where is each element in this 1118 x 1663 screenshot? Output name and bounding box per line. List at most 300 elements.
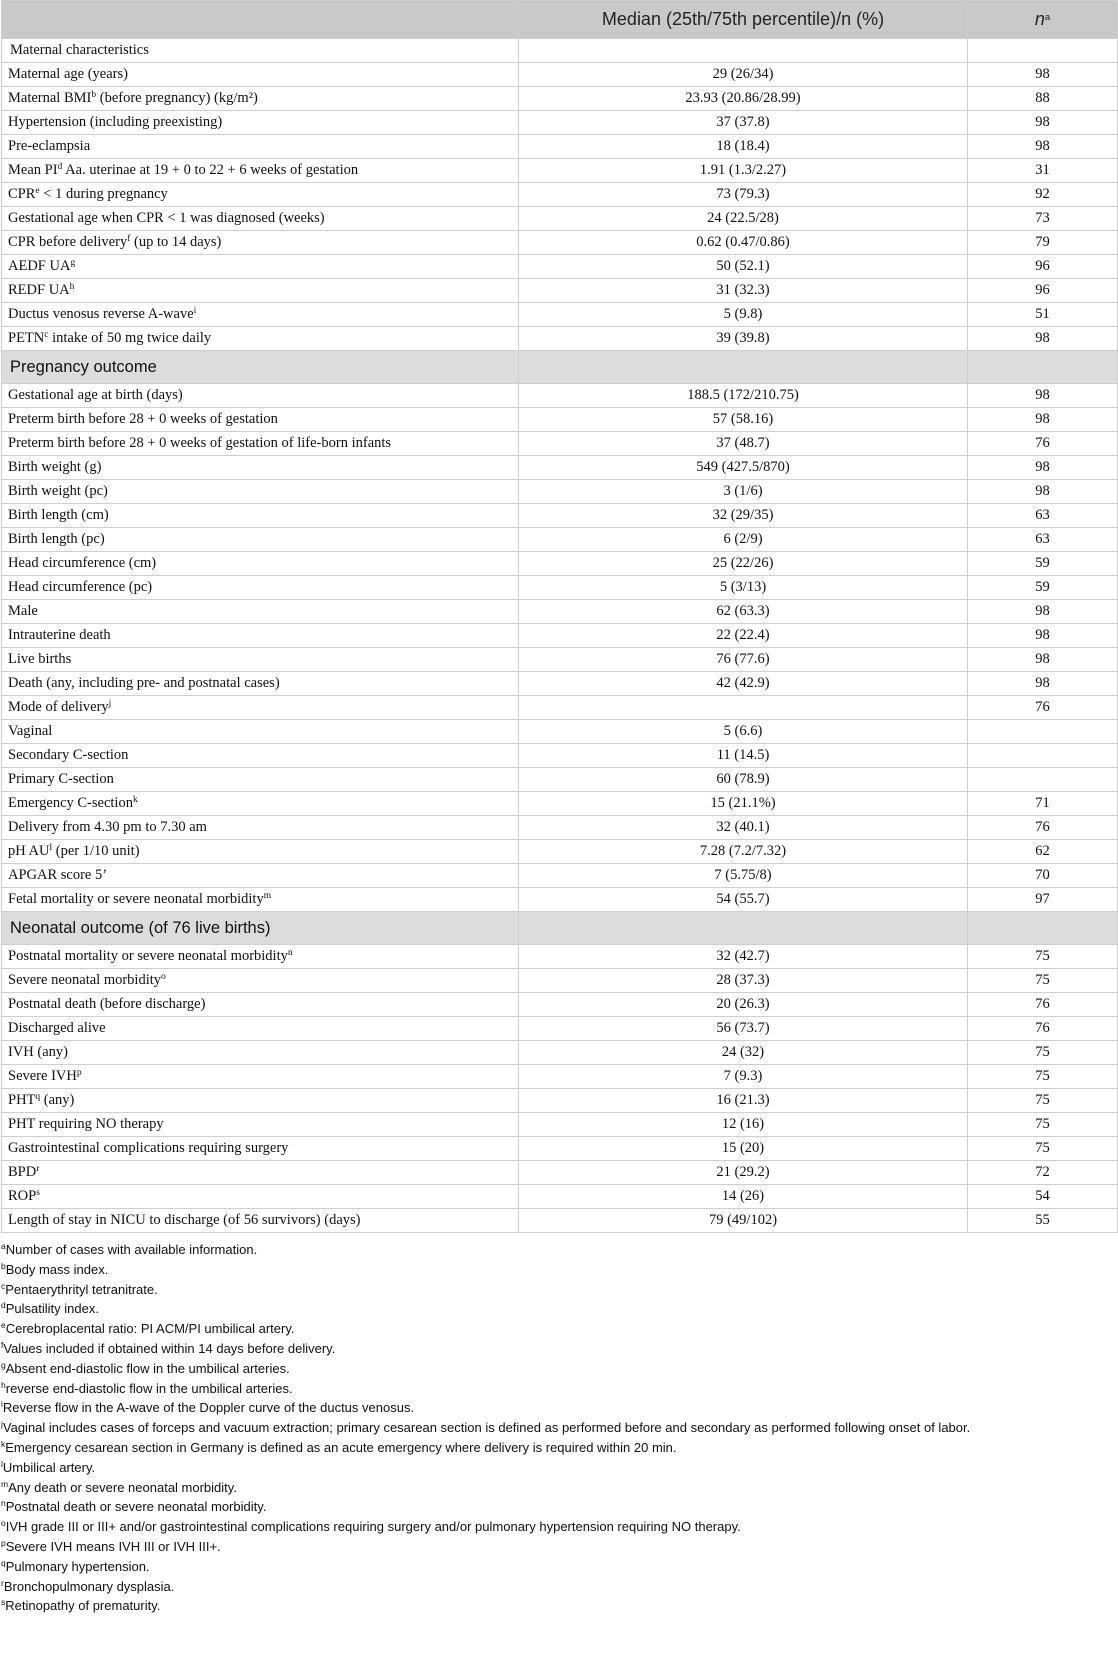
n-cell: 75 bbox=[968, 1113, 1118, 1137]
median-cell: 7.28 (7.2/7.32) bbox=[519, 840, 968, 864]
median-cell: 22 (22.4) bbox=[519, 624, 968, 648]
footnote bbox=[1, 1240, 1118, 1260]
row-label: CPR bbox=[8, 186, 36, 202]
n-cell: 98 bbox=[968, 672, 1118, 696]
row-label-cell bbox=[2, 792, 519, 816]
row-label: Mode of delivery bbox=[8, 699, 109, 715]
section-header-row bbox=[2, 39, 1118, 63]
n-cell: 51 bbox=[968, 303, 1118, 327]
row-label-suffix: (up to 14 days) bbox=[130, 234, 222, 250]
row-label-suffix: < 1 during pregnancy bbox=[39, 186, 168, 202]
row-label-cell bbox=[2, 432, 519, 456]
row-label: Birth length (pc) bbox=[8, 531, 105, 547]
table-row bbox=[2, 1041, 1118, 1065]
n-cell: 75 bbox=[968, 1137, 1118, 1161]
footnote-mark: m bbox=[263, 891, 272, 901]
footnote-mark: l bbox=[1, 1458, 3, 1469]
median-cell: 24 (32) bbox=[519, 1041, 968, 1065]
footnote bbox=[1, 1577, 1118, 1597]
median-cell: 21 (29.2) bbox=[519, 1161, 968, 1185]
table-row bbox=[2, 327, 1118, 351]
table-row bbox=[2, 384, 1118, 408]
row-label-cell bbox=[2, 327, 519, 351]
row-label-cell bbox=[2, 183, 519, 207]
footnote-mark: j bbox=[108, 699, 112, 709]
footnote-text: Pulsatility index. bbox=[5, 1301, 99, 1317]
table-row bbox=[2, 945, 1118, 969]
median-cell: 7 (9.3) bbox=[519, 1065, 968, 1089]
n-cell: 59 bbox=[968, 576, 1118, 600]
row-label-cell bbox=[2, 744, 519, 768]
n-cell: 88 bbox=[968, 87, 1118, 111]
footnote-mark: b bbox=[91, 90, 97, 100]
footnote bbox=[1, 1398, 1118, 1418]
table-row bbox=[2, 159, 1118, 183]
table-row bbox=[2, 231, 1118, 255]
row-label-cell bbox=[2, 840, 519, 864]
row-label: Gastrointestinal complications requiring surgery bbox=[8, 1140, 289, 1156]
row-label-cell bbox=[2, 279, 519, 303]
footnote bbox=[1, 1260, 1118, 1280]
row-label: Live births bbox=[8, 651, 72, 667]
n-cell: 98 bbox=[968, 624, 1118, 648]
table-row bbox=[2, 303, 1118, 327]
row-label-cell bbox=[2, 888, 519, 912]
median-cell: 57 (58.16) bbox=[519, 408, 968, 432]
row-label: ROP bbox=[8, 1188, 37, 1204]
row-label-suffix: (per 1/10 unit) bbox=[52, 843, 140, 859]
median-cell: 0.62 (0.47/0.86) bbox=[519, 231, 968, 255]
row-label-cell bbox=[2, 408, 519, 432]
footnote-mark: d bbox=[1, 1300, 6, 1311]
row-label-suffix: intake of 50 mg twice daily bbox=[48, 330, 212, 346]
footnote bbox=[1, 1359, 1118, 1379]
n-cell: 98 bbox=[968, 111, 1118, 135]
footnote-mark: c bbox=[44, 330, 49, 340]
n-cell: 76 bbox=[968, 696, 1118, 720]
table-row bbox=[2, 183, 1118, 207]
row-label-cell bbox=[2, 207, 519, 231]
table-row bbox=[2, 456, 1118, 480]
row-label: Severe neonatal morbidity bbox=[8, 972, 162, 988]
footnote-mark: i bbox=[193, 306, 197, 316]
median-cell: 32 (40.1) bbox=[519, 816, 968, 840]
table-row bbox=[2, 969, 1118, 993]
row-label-cell bbox=[2, 624, 519, 648]
n-cell bbox=[968, 720, 1118, 744]
row-label-cell bbox=[2, 504, 519, 528]
section-empty-cell bbox=[968, 39, 1118, 63]
n-cell: 59 bbox=[968, 552, 1118, 576]
row-label: Severe IVH bbox=[8, 1068, 77, 1084]
row-label-cell bbox=[2, 552, 519, 576]
table-row bbox=[2, 1185, 1118, 1209]
n-cell: 75 bbox=[968, 945, 1118, 969]
table-row bbox=[2, 1161, 1118, 1185]
footnotes bbox=[1, 1240, 1118, 1616]
median-cell: 1.91 (1.3/2.27) bbox=[519, 159, 968, 183]
outcome-table bbox=[1, 0, 1118, 1233]
row-label-cell bbox=[2, 768, 519, 792]
table-row bbox=[2, 432, 1118, 456]
footnote-text: Number of cases with available information. bbox=[5, 1242, 258, 1257]
table-row bbox=[2, 576, 1118, 600]
row-label-cell bbox=[2, 1185, 519, 1209]
footnote-mark: f bbox=[127, 234, 131, 244]
table-row bbox=[2, 111, 1118, 135]
footnote-text: reverse end-diastolic flow in the umbilical arteries. bbox=[5, 1380, 293, 1396]
footnote bbox=[1, 1596, 1118, 1616]
median-cell: 60 (78.9) bbox=[519, 768, 968, 792]
row-label-cell bbox=[2, 135, 519, 159]
table-row bbox=[2, 1017, 1118, 1041]
header-n-label: n bbox=[1034, 9, 1045, 29]
footnote-text: Vaginal includes cases of forceps and vacuum extraction; primary cesarean section is defined as performed before and secondary as performed following onset of labor. bbox=[2, 1420, 971, 1436]
footnote-text: Reverse flow in the A-wave of the Doppler curve of the ductus venosus. bbox=[2, 1400, 415, 1416]
n-cell bbox=[968, 768, 1118, 792]
n-cell: 73 bbox=[968, 207, 1118, 231]
n-cell: 76 bbox=[968, 432, 1118, 456]
n-cell: 98 bbox=[968, 408, 1118, 432]
median-cell: 12 (16) bbox=[519, 1113, 968, 1137]
footnote-text: Any death or severe neonatal morbidity. bbox=[8, 1479, 237, 1495]
table-row bbox=[2, 720, 1118, 744]
n-cell: 31 bbox=[968, 159, 1118, 183]
footnote bbox=[1, 1299, 1118, 1319]
n-cell: 98 bbox=[968, 600, 1118, 624]
table-row bbox=[2, 768, 1118, 792]
row-label: CPR before delivery bbox=[8, 234, 128, 250]
table-row bbox=[2, 672, 1118, 696]
median-cell: 18 (18.4) bbox=[519, 135, 968, 159]
footnote-mark: e bbox=[1, 1320, 6, 1331]
table-row bbox=[2, 255, 1118, 279]
row-label-cell bbox=[2, 480, 519, 504]
row-label-cell bbox=[2, 1065, 519, 1089]
row-label: Maternal BMI bbox=[8, 90, 92, 106]
median-cell: 29 (26/34) bbox=[519, 63, 968, 87]
footnote-mark: q bbox=[35, 1092, 41, 1102]
row-label-cell bbox=[2, 969, 519, 993]
median-cell: 32 (42.7) bbox=[519, 945, 968, 969]
row-label-cell bbox=[2, 648, 519, 672]
header-n bbox=[968, 1, 1118, 39]
table-row bbox=[2, 648, 1118, 672]
n-cell: 76 bbox=[968, 816, 1118, 840]
n-cell: 76 bbox=[968, 1017, 1118, 1041]
row-label-cell bbox=[2, 63, 519, 87]
table-row bbox=[2, 1089, 1118, 1113]
footnote-mark: i bbox=[1, 1399, 3, 1410]
section-title: Maternal characteristics bbox=[2, 39, 519, 63]
table-row bbox=[2, 135, 1118, 159]
median-cell: 28 (37.3) bbox=[519, 969, 968, 993]
table-row bbox=[2, 87, 1118, 111]
n-cell: 75 bbox=[968, 969, 1118, 993]
median-cell: 54 (55.7) bbox=[519, 888, 968, 912]
table-row bbox=[2, 279, 1118, 303]
row-label-cell bbox=[2, 87, 519, 111]
row-label: pH AU bbox=[8, 843, 50, 859]
table-row bbox=[2, 63, 1118, 87]
row-label: Discharged alive bbox=[8, 1020, 106, 1036]
n-cell: 75 bbox=[968, 1089, 1118, 1113]
median-cell: 14 (26) bbox=[519, 1185, 968, 1209]
footnote-text: Postnatal death or severe neonatal morbidity. bbox=[5, 1499, 267, 1515]
footnote-mark: r bbox=[36, 1164, 40, 1174]
row-label-cell bbox=[2, 255, 519, 279]
section-empty-cell bbox=[968, 351, 1118, 384]
n-cell: 98 bbox=[968, 327, 1118, 351]
median-cell: 11 (14.5) bbox=[519, 744, 968, 768]
n-cell: 55 bbox=[968, 1209, 1118, 1233]
row-label: Head circumference (pc) bbox=[8, 579, 153, 595]
n-cell: 75 bbox=[968, 1065, 1118, 1089]
row-label: Postnatal death (before discharge) bbox=[8, 996, 206, 1012]
section-empty-cell bbox=[968, 912, 1118, 945]
row-label: REDF UA bbox=[8, 282, 70, 298]
document-page bbox=[1, 0, 1118, 1616]
n-cell: 63 bbox=[968, 504, 1118, 528]
n-cell: 72 bbox=[968, 1161, 1118, 1185]
row-label-cell bbox=[2, 600, 519, 624]
row-label-suffix: Aa. uterinae at 19 + 0 to 22 + 6 weeks of gestation bbox=[62, 162, 359, 178]
header-median bbox=[519, 1, 968, 39]
footnote-mark: o bbox=[161, 972, 166, 982]
row-label: Birth weight (pc) bbox=[8, 483, 108, 499]
n-cell: 97 bbox=[968, 888, 1118, 912]
row-label: Ductus venosus reverse A-wave bbox=[8, 306, 194, 322]
footnote bbox=[1, 1319, 1118, 1339]
n-cell: 79 bbox=[968, 231, 1118, 255]
footnote-mark: k bbox=[1, 1438, 6, 1449]
footnote-text: Bronchopulmonary dysplasia. bbox=[3, 1578, 175, 1594]
row-label: PETN bbox=[8, 330, 45, 346]
row-label: Primary C-section bbox=[8, 771, 114, 787]
table-row bbox=[2, 864, 1118, 888]
footnote bbox=[1, 1438, 1118, 1458]
footnote bbox=[1, 1517, 1118, 1537]
table-row bbox=[2, 993, 1118, 1017]
footnote-text: Umbilical artery. bbox=[2, 1459, 96, 1475]
median-cell: 79 (49/102) bbox=[519, 1209, 968, 1233]
footnote bbox=[1, 1478, 1118, 1498]
row-label: Male bbox=[8, 603, 38, 619]
n-cell: 92 bbox=[968, 183, 1118, 207]
median-cell: 549 (427.5/870) bbox=[519, 456, 968, 480]
footnote bbox=[1, 1458, 1118, 1478]
row-label: Mean PI bbox=[8, 162, 58, 178]
row-label-suffix: (before pregnancy) (kg/m²) bbox=[96, 90, 258, 106]
n-cell: 98 bbox=[968, 456, 1118, 480]
row-label-cell bbox=[2, 303, 519, 327]
footnote-mark: o bbox=[1, 1518, 6, 1529]
median-cell: 16 (21.3) bbox=[519, 1089, 968, 1113]
footnote-mark: m bbox=[1, 1478, 9, 1489]
footnote-mark: s bbox=[36, 1188, 40, 1198]
section-empty-cell bbox=[519, 351, 968, 384]
median-cell: 42 (42.9) bbox=[519, 672, 968, 696]
footnote-mark: f bbox=[1, 1339, 4, 1350]
footnote-mark: b bbox=[1, 1260, 6, 1271]
row-label-cell bbox=[2, 111, 519, 135]
table-row bbox=[2, 1065, 1118, 1089]
footnote-text: Emergency cesarean section in Germany is defined as an acute emergency where delivery is required within 20 min. bbox=[5, 1439, 677, 1455]
footnote-text: IVH grade III or III+ and/or gastrointestinal complications requiring surgery and/or pulmonary hypertension requiring NO therapy. bbox=[5, 1519, 741, 1535]
footnote-text: Cerebroplacental ratio: PI ACM/PI umbilical artery. bbox=[5, 1321, 295, 1337]
header-measure bbox=[2, 1, 519, 39]
table-row bbox=[2, 480, 1118, 504]
row-label: Gestational age at birth (days) bbox=[8, 387, 183, 403]
table-row bbox=[2, 816, 1118, 840]
median-cell: 37 (48.7) bbox=[519, 432, 968, 456]
median-cell: 5 (6.6) bbox=[519, 720, 968, 744]
footnote-mark: d bbox=[57, 162, 63, 172]
footnote-mark: p bbox=[76, 1068, 82, 1078]
row-label-cell bbox=[2, 528, 519, 552]
n-cell: 75 bbox=[968, 1041, 1118, 1065]
n-cell: 62 bbox=[968, 840, 1118, 864]
row-label: BPD bbox=[8, 1164, 37, 1180]
row-label: Maternal age (years) bbox=[8, 66, 128, 82]
table-body bbox=[2, 39, 1118, 1233]
median-cell: 50 (52.1) bbox=[519, 255, 968, 279]
row-label-cell bbox=[2, 720, 519, 744]
footnote-mark: s bbox=[1, 1597, 6, 1608]
median-cell: 7 (5.75/8) bbox=[519, 864, 968, 888]
n-cell: 70 bbox=[968, 864, 1118, 888]
table-header-row bbox=[2, 1, 1118, 39]
row-label-cell bbox=[2, 696, 519, 720]
section-header-row bbox=[2, 351, 1118, 384]
median-cell: 32 (29/35) bbox=[519, 504, 968, 528]
row-label-cell bbox=[2, 864, 519, 888]
table-row bbox=[2, 624, 1118, 648]
footnote-mark: k bbox=[132, 795, 138, 805]
median-cell: 5 (3/13) bbox=[519, 576, 968, 600]
footnote-mark: h bbox=[69, 282, 75, 292]
footnote-mark: g bbox=[1, 1359, 6, 1370]
footnote-text: Absent end-diastolic flow in the umbilical arteries. bbox=[5, 1360, 290, 1376]
row-label-cell bbox=[2, 159, 519, 183]
median-cell: 73 (79.3) bbox=[519, 183, 968, 207]
row-label-cell bbox=[2, 1017, 519, 1041]
footnote-mark: r bbox=[1, 1577, 4, 1588]
footnote-mark: c bbox=[1, 1280, 6, 1291]
row-label: Preterm birth before 28 + 0 weeks of gestation bbox=[8, 411, 278, 427]
table-row bbox=[2, 504, 1118, 528]
row-label: PHT bbox=[8, 1092, 36, 1108]
section-title: Pregnancy outcome bbox=[2, 351, 519, 384]
table-row bbox=[2, 792, 1118, 816]
n-cell: 76 bbox=[968, 993, 1118, 1017]
table-row bbox=[2, 1113, 1118, 1137]
row-label: Hypertension (including preexisting) bbox=[8, 114, 223, 130]
median-cell: 24 (22.5/28) bbox=[519, 207, 968, 231]
footnote-mark: q bbox=[1, 1557, 6, 1568]
row-label: Postnatal mortality or severe neonatal morbidity bbox=[8, 948, 288, 964]
row-label-cell bbox=[2, 672, 519, 696]
footnote-text: Pulmonary hypertension. bbox=[5, 1558, 150, 1574]
row-label: Gestational age when CPR < 1 was diagnosed (weeks) bbox=[8, 210, 325, 226]
footnote-mark: n bbox=[287, 948, 293, 958]
row-label-cell bbox=[2, 1137, 519, 1161]
n-cell: 98 bbox=[968, 384, 1118, 408]
n-cell: 96 bbox=[968, 279, 1118, 303]
row-label: PHT requiring NO therapy bbox=[8, 1116, 164, 1132]
row-label-cell bbox=[2, 816, 519, 840]
row-label: Head circumference (cm) bbox=[8, 555, 157, 571]
footnote-text: Pentaerythrityl tetranitrate. bbox=[5, 1281, 158, 1297]
footnote bbox=[1, 1280, 1118, 1300]
footnote bbox=[1, 1557, 1118, 1577]
median-cell: 3 (1/6) bbox=[519, 480, 968, 504]
n-cell: 54 bbox=[968, 1185, 1118, 1209]
footnote bbox=[1, 1497, 1118, 1517]
row-label-cell bbox=[2, 1041, 519, 1065]
footnote-mark: a bbox=[1, 1241, 6, 1251]
footnote-text: Severe IVH means IVH III or IVH III+. bbox=[5, 1538, 221, 1554]
row-label-cell bbox=[2, 1089, 519, 1113]
row-label: IVH (any) bbox=[8, 1044, 68, 1060]
footnote-mark: e bbox=[35, 186, 40, 196]
row-label: Vaginal bbox=[8, 723, 53, 739]
section-empty-cell bbox=[519, 39, 968, 63]
row-label: Preterm birth before 28 + 0 weeks of gestation of life-born infants bbox=[8, 435, 392, 451]
median-cell: 15 (20) bbox=[519, 1137, 968, 1161]
median-cell: 31 (32.3) bbox=[519, 279, 968, 303]
n-cell: 98 bbox=[968, 135, 1118, 159]
row-label: Emergency C-section bbox=[8, 795, 133, 811]
median-cell: 23.93 (20.86/28.99) bbox=[519, 87, 968, 111]
n-cell: 71 bbox=[968, 792, 1118, 816]
row-label: Death (any, including pre- and postnatal cases) bbox=[8, 675, 280, 691]
row-label: Intrauterine death bbox=[8, 627, 111, 643]
section-title: Neonatal outcome (of 76 live births) bbox=[2, 912, 519, 945]
table-row bbox=[2, 840, 1118, 864]
footnote-mark: j bbox=[1, 1419, 3, 1430]
row-label: Birth weight (g) bbox=[8, 459, 102, 475]
table-row bbox=[2, 888, 1118, 912]
table-row bbox=[2, 1137, 1118, 1161]
table-row bbox=[2, 600, 1118, 624]
footnote-mark: p bbox=[1, 1537, 6, 1548]
footnote-mark: l bbox=[49, 843, 53, 853]
median-cell: 5 (9.8) bbox=[519, 303, 968, 327]
n-cell: 63 bbox=[968, 528, 1118, 552]
n-cell: 98 bbox=[968, 648, 1118, 672]
header-median-label: Median (25th/75th percentile)/n (%) bbox=[601, 9, 885, 29]
median-cell: 188.5 (172/210.75) bbox=[519, 384, 968, 408]
row-label-cell bbox=[2, 384, 519, 408]
median-cell: 6 (2/9) bbox=[519, 528, 968, 552]
header-n-footnote-mark: a bbox=[1044, 12, 1051, 23]
row-label: Pre-eclampsia bbox=[8, 138, 91, 154]
footnote-mark: g bbox=[70, 258, 76, 268]
row-label-suffix: (any) bbox=[40, 1092, 75, 1108]
row-label: Fetal mortality or severe neonatal morbidity bbox=[8, 891, 264, 907]
median-cell: 39 (39.8) bbox=[519, 327, 968, 351]
row-label: Secondary C-section bbox=[8, 747, 129, 763]
median-cell bbox=[519, 696, 968, 720]
row-label: Delivery from 4.30 pm to 7.30 am bbox=[8, 819, 207, 835]
row-label-cell bbox=[2, 1209, 519, 1233]
median-cell: 76 (77.6) bbox=[519, 648, 968, 672]
row-label: APGAR score 5’ bbox=[8, 867, 108, 883]
row-label-cell bbox=[2, 231, 519, 255]
table-row bbox=[2, 552, 1118, 576]
row-label-cell bbox=[2, 576, 519, 600]
